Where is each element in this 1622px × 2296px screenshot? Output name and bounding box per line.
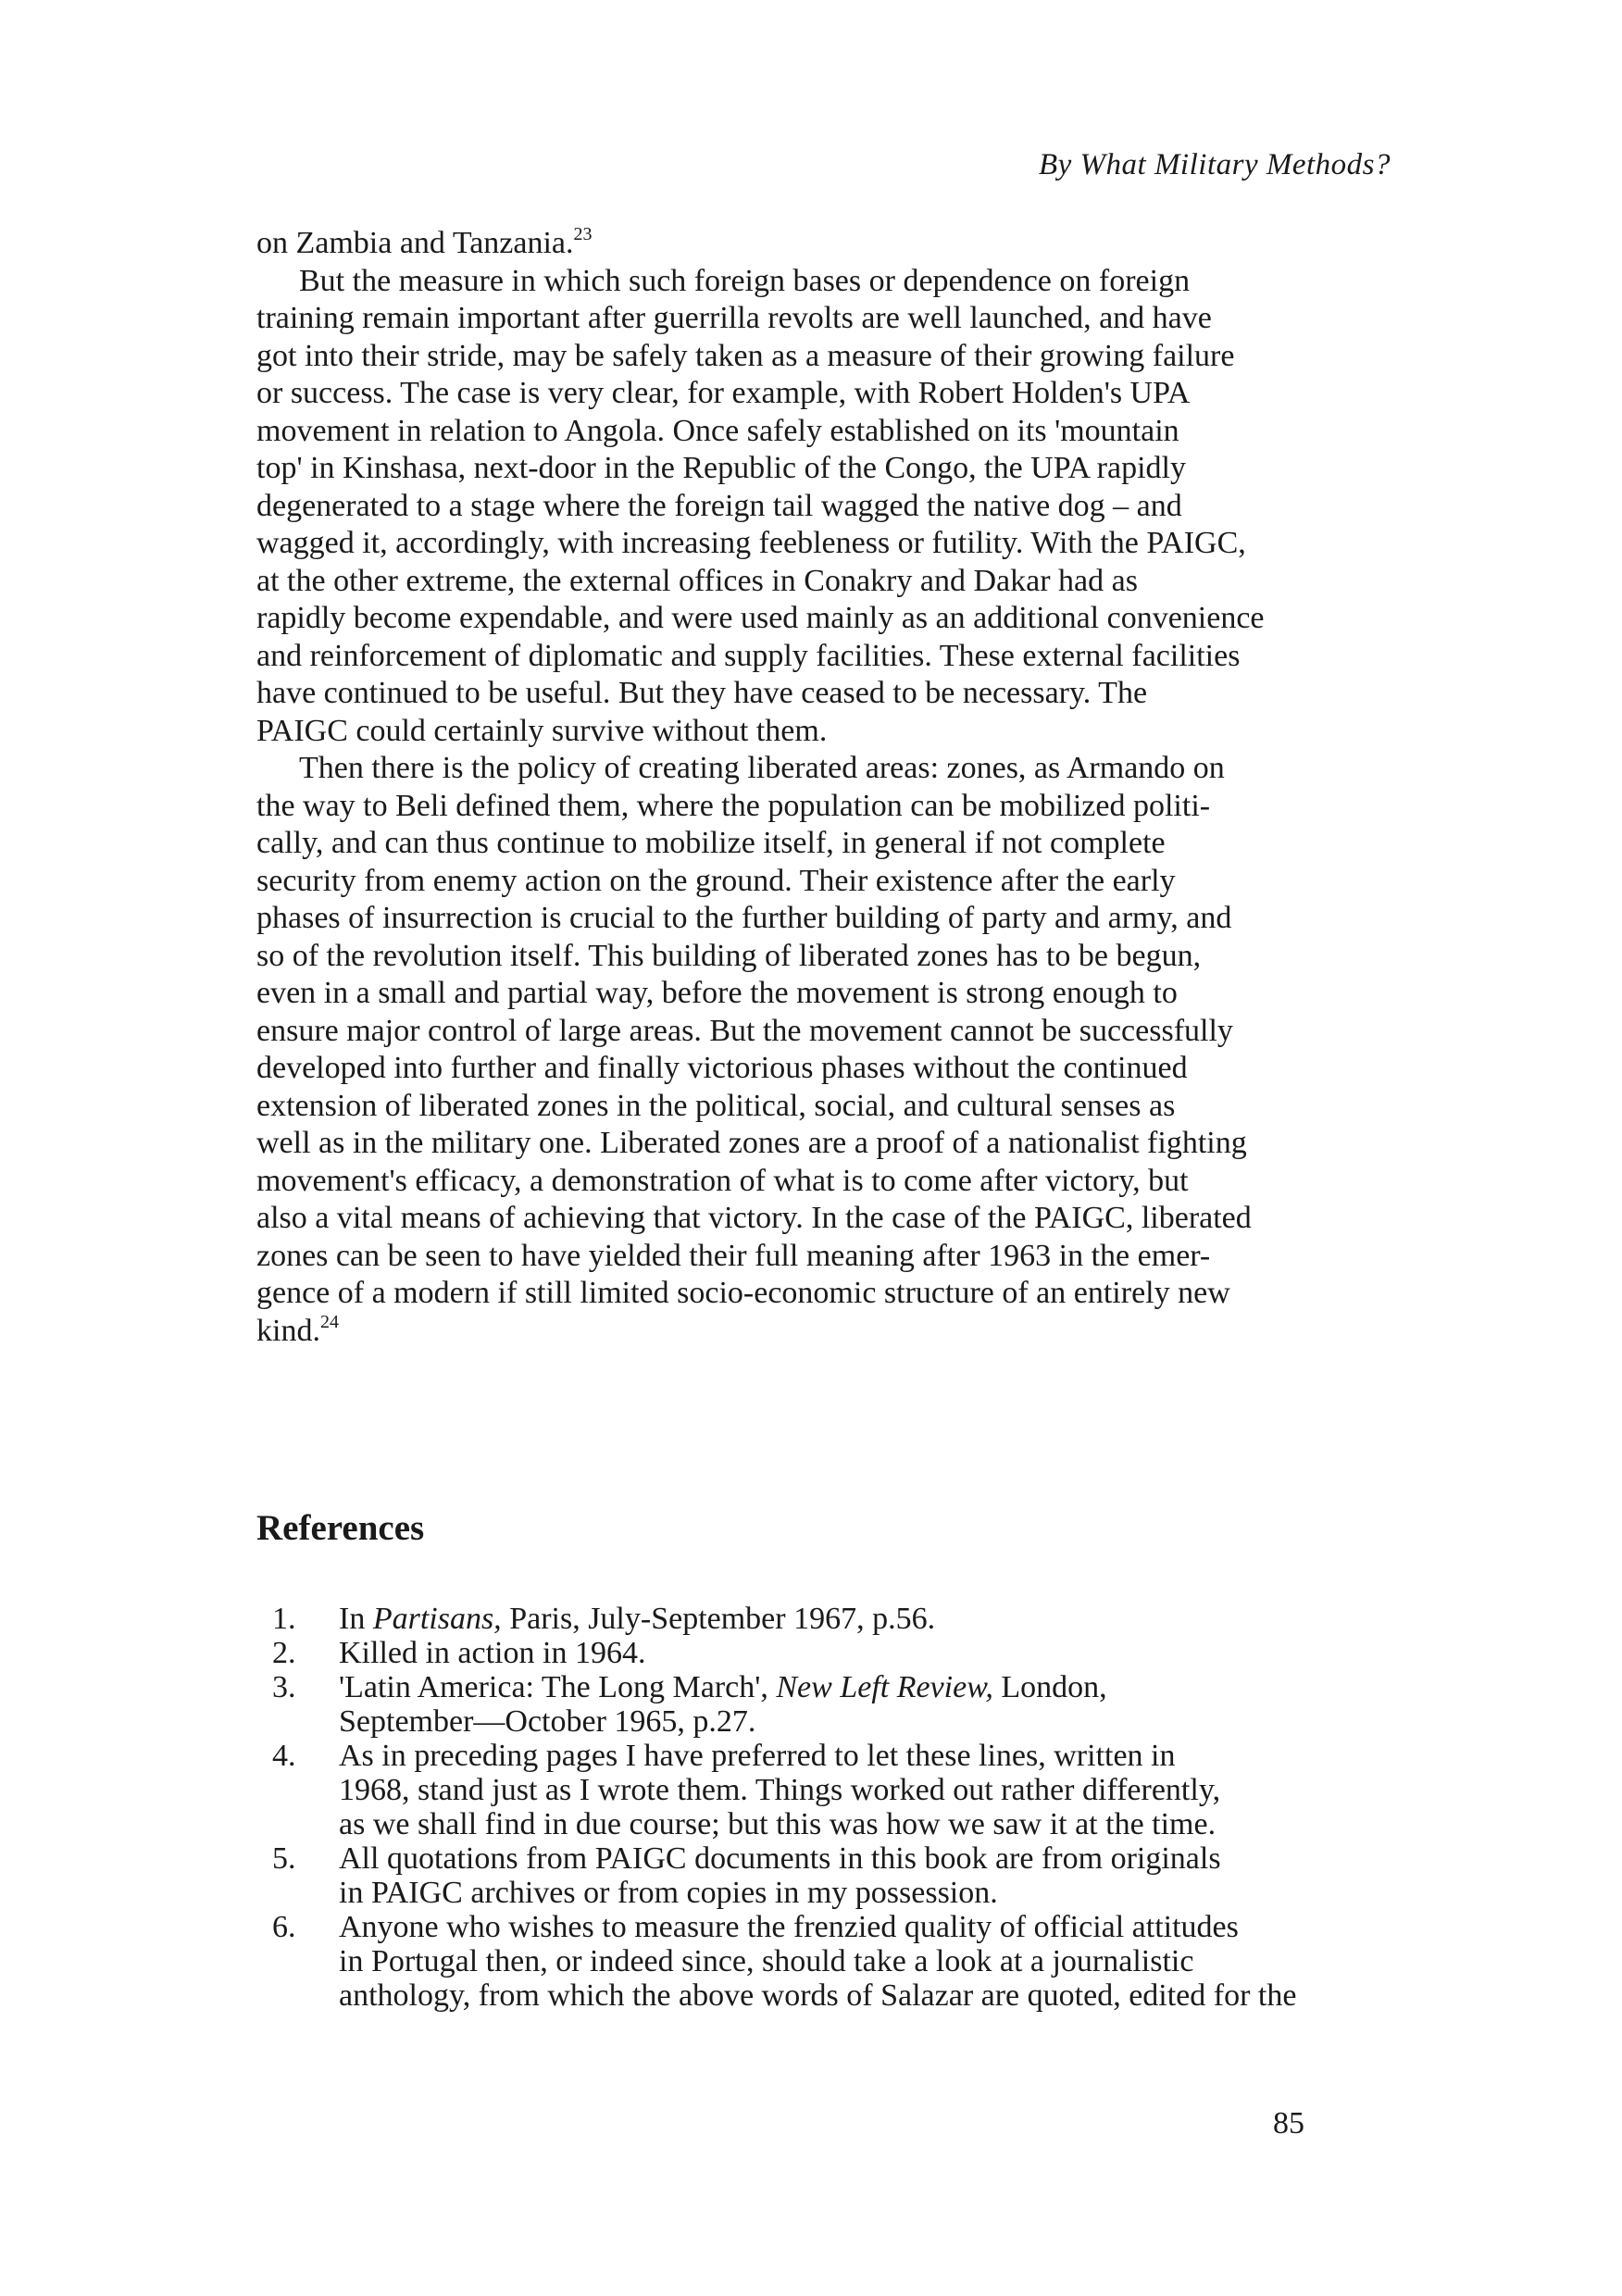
footnote-ref-24: 24: [319, 1311, 339, 1332]
text-line: even in a small and partial way, before the movement is strong enough to: [256, 976, 1178, 1010]
text-line: [256, 1313, 1414, 1351]
text-line: also a vital means of achieving that victory. In the case of the PAIGC, liberated: [256, 1201, 1252, 1235]
reference-number: 6.: [272, 1910, 296, 1944]
text-line: As in preceding pages I have preferred to let these lines, written in: [339, 1739, 1176, 1773]
text-line: rapidly become expendable, and were used mainly as an additional convenience: [256, 601, 1265, 635]
text-line: in Portugal then, or indeed since, should take a look at a journalistic: [339, 1944, 1194, 1978]
text-line: extension of liberated zones in the political, social, and cultural senses as: [256, 1088, 1176, 1123]
reference-item: [272, 1636, 1476, 1670]
paragraph-2: [256, 263, 1414, 751]
reference-text: [339, 1910, 1476, 2013]
text-line: have continued to be useful. But they have ceased to be necessary. The: [256, 676, 1148, 710]
text-line: as we shall find in due course; but this was how we saw it at the time.: [339, 1807, 1216, 1841]
text-line: in PAIGC archives or from copies in my possession.: [339, 1876, 998, 1910]
reference-text-post: London,: [992, 1670, 1107, 1704]
reference-text-post: Paris, July-September 1967, p.56.: [501, 1602, 936, 1636]
text-line: phases of insurrection is crucial to the further building of party and army, and: [256, 901, 1232, 935]
text-line: anthology, from which the above words of Salazar are quoted, edited for the: [339, 1978, 1297, 2013]
text-line: September—October 1965, p.27.: [339, 1704, 756, 1739]
reference-text: [339, 1602, 1476, 1636]
text-line: training remain important after guerrilla revolts are well launched, and have: [256, 301, 1212, 335]
references-heading: References: [256, 1508, 425, 1548]
text-line-end: kind.: [256, 1313, 320, 1348]
running-head: By What Military Methods?: [1038, 148, 1391, 181]
text-line: degenerated to a stage where the foreign tail wagged the native dog – and: [256, 488, 1182, 523]
text-line: Then there is the policy of creating liberated areas: zones, as Armando on: [299, 751, 1225, 785]
text-line: so of the revolution itself. This building of liberated zones has to be begun,: [256, 938, 1202, 973]
text-line: But the measure in which such foreign bases or dependence on foreign: [299, 263, 1191, 298]
text-line: PAIGC could certainly survive without them.: [256, 713, 828, 748]
text-line: [339, 1670, 1476, 1704]
reference-text: [339, 1739, 1476, 1841]
reference-item: [272, 1739, 1476, 1841]
reference-number: 1.: [272, 1602, 296, 1636]
text-line: zones can be seen to have yielded their full meaning after 1963 in the emer-: [256, 1238, 1211, 1273]
reference-number: 5.: [272, 1841, 296, 1876]
reference-text: [339, 1670, 1476, 1739]
text-line: Anyone who wishes to measure the frenzied quality of official attitudes: [339, 1910, 1239, 1944]
text-line: movement in relation to Angola. Once safely established on its 'mountain: [256, 413, 1179, 448]
text-line: and reinforcement of diplomatic and supply facilities. These external facilities: [256, 638, 1241, 673]
reference-number: 2.: [272, 1636, 296, 1670]
text-line: cally, and can thus continue to mobilize itself, in general if not complete: [256, 826, 1166, 860]
reference-text-pre: In: [339, 1602, 373, 1636]
references-list: [272, 1602, 1476, 2013]
reference-item: [272, 1602, 1476, 1636]
text-line: the way to Beli defined them, where the population can be mobilized politi-: [256, 788, 1211, 823]
text-line: top' in Kinshasa, next-door in the Republic of the Congo, the UPA rapidly: [256, 451, 1186, 485]
text-line: security from enemy action on the ground. Their existence after the early: [256, 863, 1176, 898]
text-line: Killed in action in 1964.: [339, 1636, 646, 1670]
body-text: [256, 225, 1414, 1350]
text-line: ensure major control of large areas. But the movement cannot be successfully: [256, 1013, 1233, 1048]
text-line: All quotations from PAIGC documents in this book are from originals: [339, 1841, 1221, 1876]
reference-item: [272, 1841, 1476, 1910]
reference-text: [339, 1636, 1476, 1670]
text-line: developed into further and finally victorious phases without the continued: [256, 1051, 1188, 1085]
reference-number: 4.: [272, 1739, 296, 1773]
text-line: wagged it, accordingly, with increasing feebleness or futility. With the PAIGC,: [256, 526, 1246, 560]
paragraph-1: [256, 225, 1414, 263]
reference-text: [339, 1841, 1476, 1910]
text-line: movement's efficacy, a demonstration of what is to come after victory, but: [256, 1163, 1189, 1198]
text-line: [339, 1602, 1476, 1636]
text-line: got into their stride, may be safely taken as a measure of their growing failure: [256, 338, 1235, 373]
footnote-ref-23: 23: [573, 224, 593, 244]
text-line: at the other extreme, the external offices in Conakry and Dakar had as: [256, 563, 1138, 598]
page-number: 85: [1273, 2106, 1304, 2140]
text-line: well as in the military one. Liberated zones are a proof of a nationalist fighting: [256, 1126, 1247, 1160]
reference-item: [272, 1670, 1476, 1739]
text-line: gence of a modern if still limited socio-economic structure of an entirely new: [256, 1276, 1230, 1310]
reference-text-pre: 'Latin America: The Long March',: [339, 1670, 777, 1704]
reference-source-title: Partisans,: [372, 1602, 502, 1636]
reference-source-title: New Left Review,: [776, 1670, 993, 1704]
reference-number: 3.: [272, 1670, 296, 1704]
paragraph-3: [256, 750, 1414, 1350]
paragraph-1-text: on Zambia and Tanzania.: [256, 226, 574, 260]
text-line: or success. The case is very clear, for example, with Robert Holden's UPA: [256, 376, 1191, 410]
text-line: 1968, stand just as I wrote them. Things worked out rather differently,: [339, 1773, 1221, 1807]
reference-item: [272, 1910, 1476, 2013]
